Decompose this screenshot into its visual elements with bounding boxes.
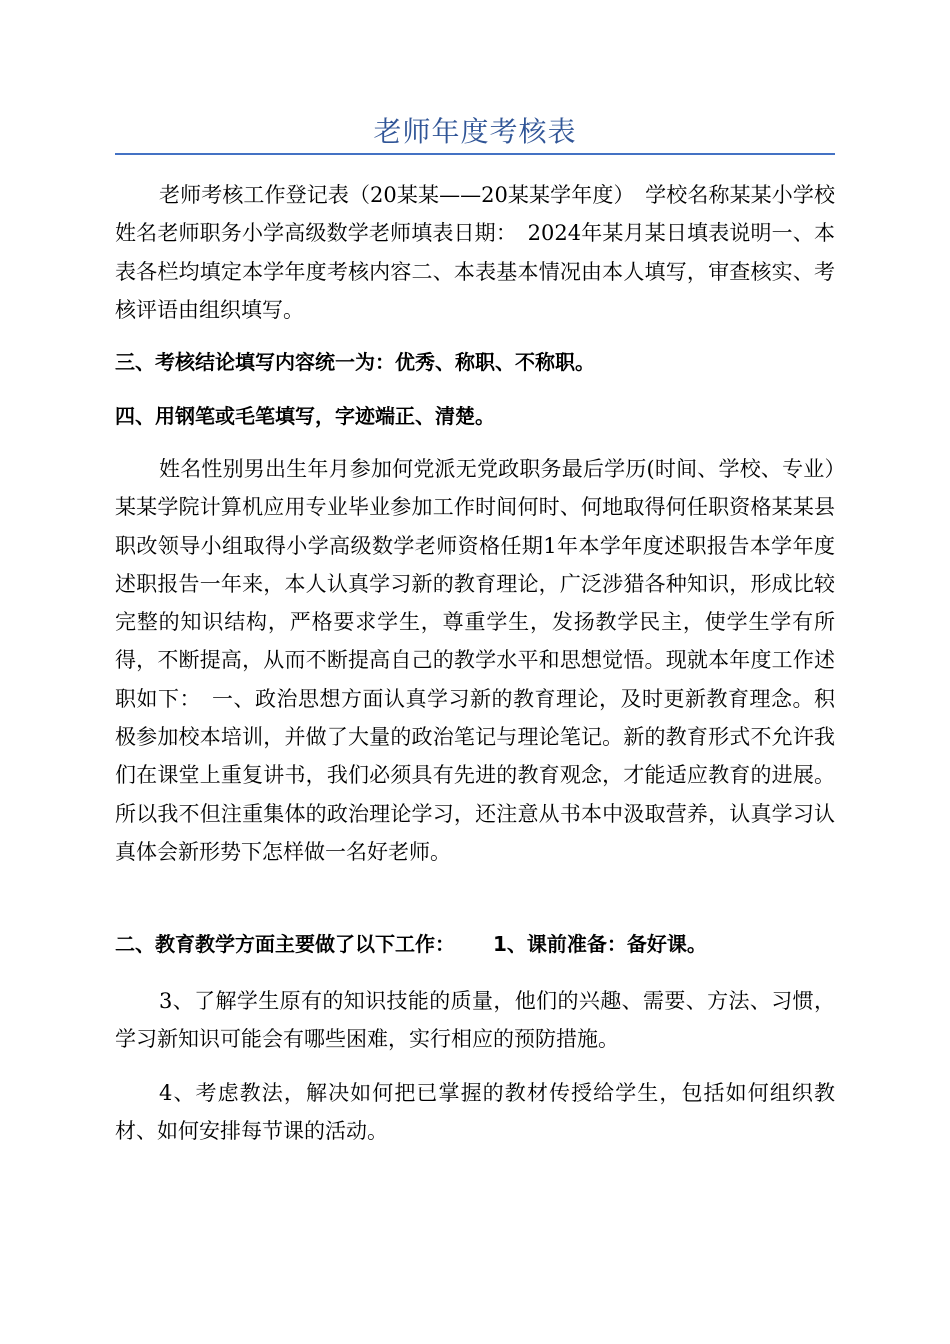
teaching-heading-text: 二、教育教学方面主要做了以下工作： — [115, 932, 455, 956]
paragraph-registration-info: 老师考核工作登记表（20某某——20某某学年度） 学校名称某某小学校姓名老师职务小学高级数学老师填表日期： 2024年某月某日填表说明一、本表各栏均填定本学年度考核内容二、本表基本情况由本人填写，审查核实、考核评语由组织填写。 — [115, 183, 835, 322]
title-underline — [115, 153, 835, 155]
paragraph-item-three: 3、了解学生原有的知识技能的质量，他们的兴趣、需要、方法、习惯，学习新知识可能会有哪些困难，实行相应的预防措施。 — [115, 989, 835, 1052]
paragraph-rule-four: 四、用钢笔或毛笔填写，字迹端正、清楚。 — [115, 404, 495, 428]
paragraph-teaching-heading — [115, 925, 835, 963]
lesson-prep-item: 1、课前准备：备好课。 — [493, 932, 707, 956]
paragraph-personal-report: 姓名性别男出生年月参加何党派无党政职务最后学历(时间、学校、专业） 某某学院计算机应用专业毕业参加工作时间何时、何地取得何任职资格某某县职改领导小组取得小学高级数学老师资格任期1年本学年度述职报告本学年度述职报告一年来，本人认真学习新的教育理论，广泛涉猎各种知识，形成比较完整的知识结构，严格要求学生，尊重学生，发扬教学民主，使学生学有所得，不断提高，从而不断提高自己的教学水平和思想觉悟。现就本年度工作述职如下： 一、政治思想方面认真学习新的教育理论，及时更新教育理念。积极参加校本培训，并做了大量的政治笔记与理论笔记。新的教育形式不允许我们在课堂上重复讲书，我们必须具有先进的教育观念，才能适应教育的进展。所以我不但注重集体的政治理论学习，还注意从书本中汲取营养，认真学习认真体会新形势下怎样做一名好老师。 — [115, 457, 856, 864]
paragraph-item-four: 4、考虑教法，解决如何把已掌握的教材传授给学生，包括如何组织教材、如何安排每节课的活动。 — [115, 1081, 835, 1144]
paragraph-rule-three: 三、考核结论填写内容统一为：优秀、称职、不称职。 — [115, 350, 595, 374]
document-title: 老师年度考核表 — [373, 115, 577, 148]
